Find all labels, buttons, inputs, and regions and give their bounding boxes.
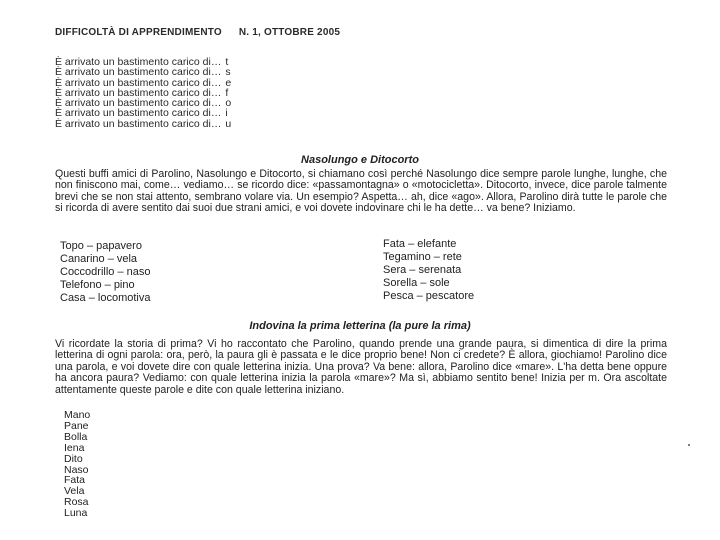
list-item: Vela [64,485,85,498]
word-pairs-left [60,240,151,305]
section-title-nasolungo: Nasolungo e Ditocorto [301,154,419,166]
list-item: Pane [64,419,89,432]
ditty-lines [55,57,231,129]
ditty-line: È arrivato un bastimento carico di… u [55,117,232,130]
word-pair: Coccodrillo – naso [60,266,151,278]
issue-date: N. 1, OTTOBRE 2005 [238,27,341,38]
word-pair: Topo – papavero [60,240,142,252]
ditty-line: È arrivato un bastimento carico di… o [55,97,232,110]
word-pair: Telefono – pino [60,279,135,291]
ditty-line: È arrivato un bastimento carico di… f [55,86,229,99]
ditty-line: È arrivato un bastimento carico di… i [55,107,228,120]
word-pair: Pesca – pescatore [383,290,475,302]
list-item: Iena [64,441,85,454]
page-header [55,27,354,38]
word-pair: Sera – serenata [383,264,462,276]
word-pair: Casa – locomotiva [60,292,151,304]
word-list [64,410,90,519]
word-pair: Canarino – vela [60,253,138,265]
list-item: Mano [64,409,91,421]
list-item: Dito [64,452,83,465]
list-item: Bolla [64,430,88,443]
list-item: Naso [64,463,89,476]
section-paragraph-letterina: Vi ricordate la storia di prima? Vi ho raccontato che Parolino, quando prende una grande paura, si dimentica di dire la prima letterina di ogni parola: ora, però, la paura gli è passata e le dice proprio bene! Non ci credete? È allora, giochiamo! Parolino dice una parola, e voi dovete dire con quale letterina inizia. Una prova? Va bene: allora, Parolino dice «mare». L'ha detta bene oppure ha ancora paura? Vediamo: con quale letterina inizia la parola «mare»? Ma sì, abbiamo sentito bene! Inizia per m. Ora ascoltate attentamente queste parole e dite con quale letterina iniziano. [55,338,667,396]
journal-name: DIFFICOLTÀ DI APPRENDIMENTO [55,27,222,38]
ditty-line: È arrivato un bastimento carico di… e [55,76,232,89]
scan-speck [688,444,690,446]
section-title-letterina: Indovina la prima letterina (la pure la rima) [249,320,471,332]
list-item: Fata [64,474,86,487]
ditty-line: È arrivato un bastimento carico di… t [55,56,229,68]
ditty-line: È arrivato un bastimento carico di… s [55,66,231,79]
list-item: Rosa [64,496,89,509]
word-pair: Sorella – sole [383,277,450,289]
word-pair: Fata – elefante [383,238,457,250]
word-pair: Tegamino – rete [383,251,462,263]
word-pairs-right [383,238,474,303]
list-item: Luna [64,507,88,520]
section-paragraph-nasolungo: Questi buffi amici di Parolino, Nasolungo e Ditocorto, si chiamano così perché Nasolungo dice sempre parole lunghe, lunghe, che non finiscono mai, come… vediamo… se ricordo dice: «passamontagna» o «motocicletta». Ditocorto, invece, dice parole talmente brevi che se non stai attento, sembrano volare via. Un esempio? Aspetta… ah, dice «ago». Allora, Parolino dirà tutte le parole che si ricorda di avere sentito dai suoi due strani amici, e voi dovete indovinare chi le ha dette… va bene? Iniziamo. [55,168,667,215]
